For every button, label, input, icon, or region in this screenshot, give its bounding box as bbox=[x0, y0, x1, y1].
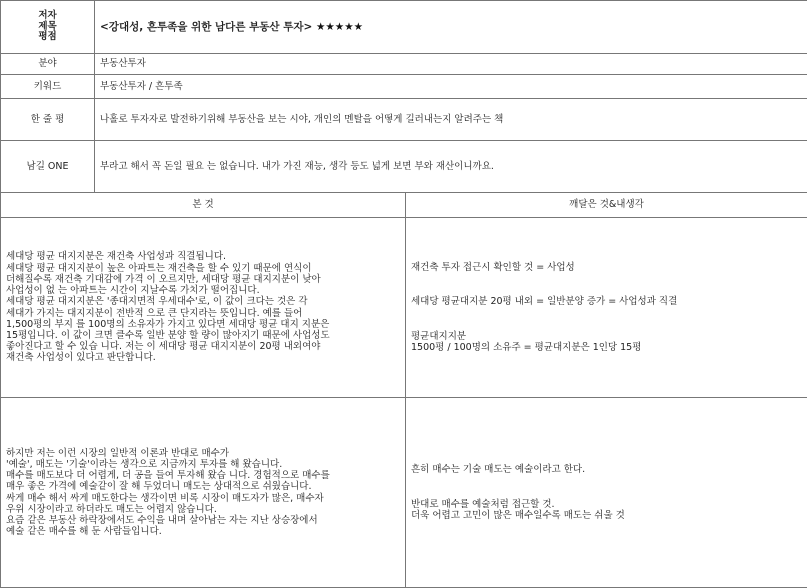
leave-one-row bbox=[1, 141, 807, 193]
insight-cell-2 bbox=[406, 398, 807, 588]
one-line-review-row bbox=[1, 99, 807, 141]
insight-header: 깨달은 것&내생각 bbox=[406, 193, 807, 218]
section-row-1 bbox=[1, 218, 807, 398]
keyword-label: 키워드 bbox=[1, 75, 95, 99]
keyword-row bbox=[1, 75, 807, 99]
title-row bbox=[1, 1, 807, 54]
title-value-cell bbox=[95, 1, 807, 54]
title-label-cell bbox=[1, 1, 95, 54]
insight-line: 반대로 매수를 예술처럼 접근할 것. 더욱 어렵고 고민이 많은 매수일수록 매도는 쉬울 것 bbox=[411, 499, 802, 521]
seen-header: 본 것 bbox=[1, 193, 406, 218]
keyword-value: 부동산투자 / 흔투족 bbox=[95, 75, 807, 99]
insight-cell-1 bbox=[406, 218, 807, 398]
rating-label: 평점 bbox=[6, 32, 89, 43]
leave-one-label: 남길 ONE bbox=[1, 141, 95, 193]
seen-text-1: 세대당 평균 대지지분은 재건축 사업성과 직결됩니다. 세대당 평균 대지지분이 높은 아파트는 재건축을 할 수 있기 때문에 연식이 더해질수록 재건축 기대감에 가격 이 오르지만, 세대당 평균 대지지분이 낮아 사업성이 없 는 아파트는 시간이 지날수록 가치가 떨어집니다. 세대당 평균 대지지분은 '종대지면적 우세대수'로, 이 값이 크다는 것은 각 세대가 가지는 대지지분이 전반적 으로 큰 단지라는 뜻입니다. 예를 들어 1,500평의 부지 를 100명의 소유자가 가지고 있다면 세대당 평균 대지 지분은 15평입니다. 이 값이 크면 클수록 일반 분양 할 량이 많아지기 때문에 사업성도 좋아진다고 할 수 있습 니다. 저는 이 세대당 평균 대지지분이 20평 내외여야 재건축 사업성이 있다고 판단합니다. bbox=[1, 218, 406, 398]
insight-line: 흔히 매수는 기술 매도는 예술이라고 한다. bbox=[411, 464, 802, 475]
section-row-2 bbox=[1, 398, 807, 588]
one-line-review-value: 나홀로 투자자로 발전하기위해 부동산을 보는 시야, 개인의 멘탈을 어떻게 길러내는지 알려주는 책 bbox=[95, 99, 807, 141]
field-label: 분야 bbox=[1, 54, 95, 75]
section-header-row bbox=[1, 193, 807, 218]
field-value: 부동산투자 bbox=[95, 54, 807, 75]
title-label: 제목 bbox=[6, 22, 89, 33]
rating-stars: ★★★★★ bbox=[316, 21, 363, 33]
seen-text-2: 하지만 저는 이런 시장의 일반적 이론과 반대로 매수가 '예술', 매도는 '기술'이라는 생각으로 지금까지 투자를 해 왔습니다. 매수를 매도보다 더 어렵게, 더 공을 들여 투자해 왔습 니다. 경험적으로 매수를 매우 좋은 가격에 예술같이 잘 해 두었더니 매도는 상대적으로 쉬웠습니다. 싸게 매수 해서 싸게 매도한다는 생각이면 비록 시장이 매도자가 많은, 매수자 우위 시장이라고 하더라도 매도는 어렵지 않습니다. 요즘 같은 부동산 하락장에서도 수익을 내며 살아남는 자는 지난 상승장에서 예술 같은 매수를 해 둔 사람들입니다. bbox=[1, 398, 406, 588]
insight-line: 평균대지지분 1500평 / 100명의 소유주 = 평균대지분은 1인당 15평 bbox=[411, 331, 802, 353]
author-label: 저자 bbox=[6, 11, 89, 22]
leave-one-value: 부라고 해서 꼭 돈일 필요 는 없습니다. 내가 가진 재능, 생각 등도 넓게 보면 부와 재산이니까요. bbox=[95, 141, 807, 193]
one-line-review-label: 한 줄 평 bbox=[1, 99, 95, 141]
insight-line: 재건축 투자 접근시 확인할 것 = 사업성 bbox=[411, 262, 802, 273]
book-title: <강대성, 흔투족을 위한 남다른 부동산 투자> bbox=[100, 21, 312, 33]
field-row bbox=[1, 54, 807, 75]
insight-line: 세대당 평균대지분 20평 내외 = 일반분양 증가 = 사업성과 직결 bbox=[411, 296, 802, 307]
